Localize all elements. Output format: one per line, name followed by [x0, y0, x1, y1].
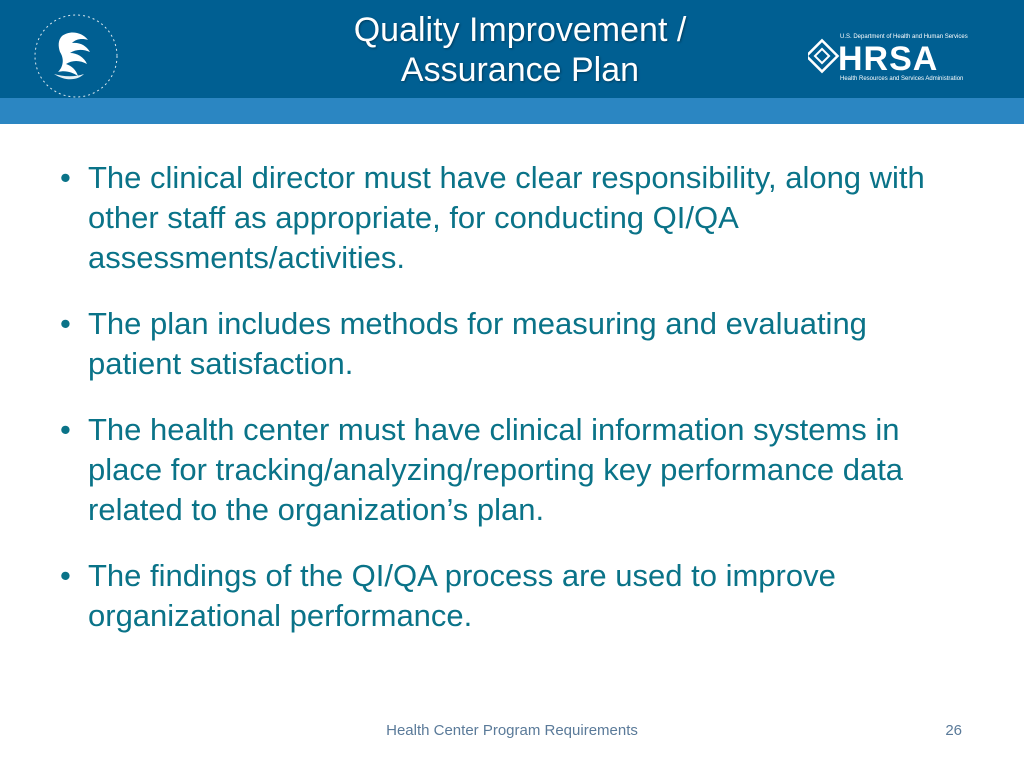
slide-title — [200, 10, 840, 90]
bullet-item — [60, 556, 960, 636]
bullet-text: The findings of the QI/QA process are used to improve organizational performance. — [88, 558, 836, 633]
hrsa-wordmark: HRSA — [838, 40, 939, 78]
bullet-text: The health center must have clinical information systems in place for tracking/analyzing/reporting key performance data related to the organization’s plan. — [88, 412, 904, 527]
bullet-marker: • — [60, 160, 71, 195]
header-stripe — [0, 98, 1024, 124]
page-number: 26 — [945, 722, 962, 739]
bullet-text: The plan includes methods for measuring and evaluating patient satisfaction. — [88, 306, 867, 381]
bullet-item — [60, 158, 960, 278]
bullet-marker: • — [60, 306, 71, 341]
bullet-item — [60, 304, 960, 384]
bullet-marker: • — [60, 558, 71, 593]
hrsa-top-text: U.S. Department of Health and Human Services — [840, 34, 968, 40]
slide-title-line-1: Quality Improvement / — [353, 11, 687, 49]
footer-text: Health Center Program Requirements — [386, 722, 638, 739]
slide-title-line-2: Assurance Plan — [400, 51, 640, 89]
hrsa-bottom-text: Health Resources and Services Administration — [840, 76, 964, 82]
hhs-eagle-icon — [32, 12, 120, 100]
header-band — [0, 0, 1024, 124]
bullet-list — [60, 158, 960, 662]
bullet-item — [60, 410, 960, 530]
bullet-text: The clinical director must have clear responsibility, along with other staff as appropriate, for conducting QI/QA assessments/activities. — [88, 160, 925, 275]
hrsa-logo-icon — [808, 30, 968, 82]
bullet-marker: • — [60, 412, 71, 447]
